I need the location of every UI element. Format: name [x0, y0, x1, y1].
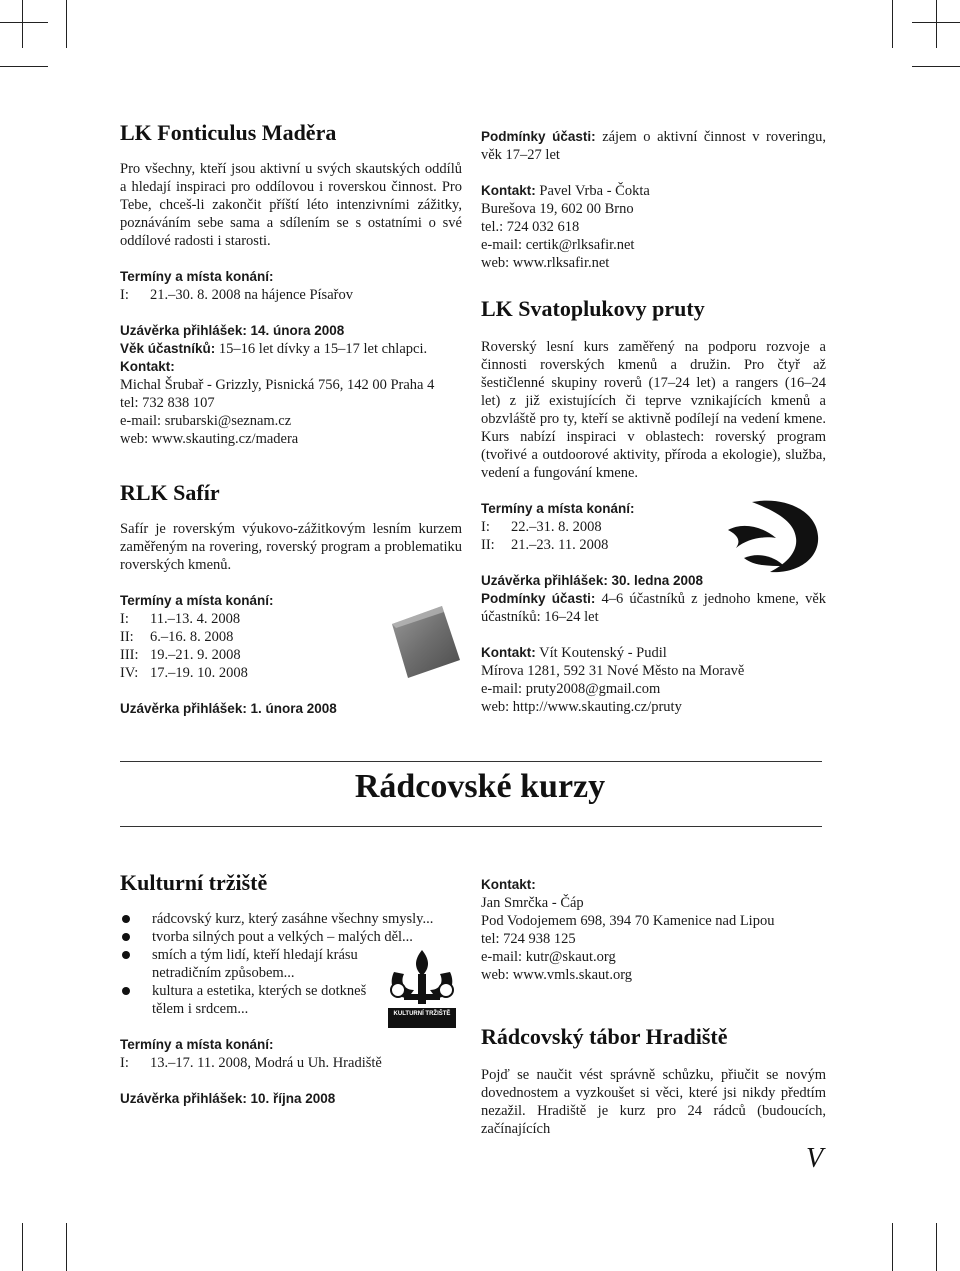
hradiste-intro: Pojď se naučit vést správně schůzku, přiučit se novým dovednostem a vyzkoušet si věci, které jsi nikdy předtím nezažil. Hradiště je kurz pro 24 rádců (budoucích, začínajících	[481, 1067, 826, 1137]
hradiste-title: Rádcovský tábor Hradiště	[481, 1024, 728, 1049]
kulturni-logo-icon	[384, 946, 460, 1032]
deadline-value: 14. února 2008	[250, 323, 345, 338]
fonticulus-intro: Pro všechny, kteří jsou aktivní u svých skautských oddílů a hledají inspiraci pro oddílovou i roverskou činnost. Pro Tebe, chceš-li zakončit příští léto intenzivními zážitky, poznáváním sebe sama a sdílením se s ostatními o své oddílové radosti i starosti.	[120, 161, 462, 249]
term-number: II:	[120, 629, 134, 645]
crop-mark	[22, 1223, 23, 1271]
crop-mark	[936, 1223, 937, 1271]
term-number: I:	[120, 287, 129, 303]
term-number: I:	[481, 519, 490, 535]
crop-mark	[912, 66, 960, 67]
kulturni-term	[120, 1054, 462, 1072]
term-text: 21.–30. 8. 2008 na hájence Písařov	[150, 287, 353, 303]
contact-line: Mírova 1281, 592 31 Nové Město na Moravě	[481, 663, 745, 679]
deadline-value: 30. ledna 2008	[611, 573, 704, 588]
crop-mark	[66, 1223, 67, 1271]
safir-logo-image	[386, 602, 466, 682]
term-text: 13.–17. 11. 2008, Modrá u Uh. Hradiště	[150, 1055, 382, 1071]
crop-mark	[936, 0, 937, 48]
deadline-label: Uzávěrka přihlášek:	[120, 1091, 247, 1106]
contact-label: Kontakt:	[481, 645, 536, 660]
fonticulus-contact-label: Kontakt:	[120, 359, 175, 374]
svatopluk-conditions	[481, 590, 826, 626]
term-text: 21.–23. 11. 2008	[511, 537, 609, 553]
age-value: 15–16 let dívky a 15–17 let chlapci.	[218, 341, 428, 357]
contact-name: Vít Koutenský - Pudil	[539, 645, 667, 661]
term-text: 17.–19. 10. 2008	[150, 665, 248, 681]
kulturni-logo-image	[384, 946, 460, 1032]
kulturni-contact-label: Kontakt:	[481, 877, 536, 892]
svatopluk-terms-label: Termíny a místa konání:	[481, 501, 635, 516]
list-item: smích a tým lidí, kteří hledají krásu netradičním způsobem...	[120, 946, 387, 982]
fonticulus-terms-label: Termíny a místa konání:	[120, 269, 274, 284]
right-column-top	[481, 128, 826, 716]
safir-deadline	[120, 700, 462, 718]
kulturni-deadline	[120, 1090, 462, 1108]
contact-email[interactable]: e-mail: pruty2008@gmail.com	[481, 681, 661, 697]
term-text: 11.–13. 4. 2008	[150, 611, 241, 627]
contact-web[interactable]: web: www.skauting.cz/madera	[120, 431, 299, 447]
deadline-label: Uzávěrka přihlášek:	[120, 701, 247, 716]
fonticulus-title: LK Fonticulus Maděra	[120, 120, 337, 145]
contact-email[interactable]: e-mail: kutr@skaut.org	[481, 949, 616, 965]
deadline-label: Uzávěrka přihlášek:	[120, 323, 247, 338]
page-number: V	[806, 1143, 824, 1174]
conditions-text: zájem o aktivní činnost v roveringu, věk 17–27 let	[481, 129, 827, 163]
safir-intro: Safír je roverským výukovo-zážitkovým lesním kurzem zaměřeným na rovering, roverský program a problematiku roverských kmenů.	[120, 521, 462, 573]
contact-web[interactable]: web: www.vmls.skaut.org	[481, 967, 633, 983]
conditions-text: 4–6 účastníků z jednoho kmene, věk účastníků: 16–24 let	[481, 591, 827, 625]
safir-terms-label: Termíny a místa konání:	[120, 593, 274, 608]
svatopluk-title: LK Svatoplukovy pruty	[481, 296, 705, 321]
deadline-value: 10. října 2008	[250, 1091, 336, 1106]
contact-line: tel.: 724 032 618	[481, 219, 580, 235]
contact-name: Jan Smrčka - Čáp	[481, 895, 584, 911]
contact-label: Kontakt:	[481, 183, 536, 198]
fonticulus-term	[120, 286, 462, 304]
contact-web[interactable]: web: http://www.skauting.cz/pruty	[481, 699, 682, 715]
list-item: rádcovský kurz, který zasáhne všechny smysly...	[120, 910, 462, 928]
list-item: tvorba silných pout a velkých – malých děl...	[120, 928, 462, 946]
term-text: 6.–16. 8. 2008	[150, 629, 234, 645]
contact-line: tel: 732 838 107	[120, 395, 215, 411]
section-divider	[120, 761, 822, 762]
svatopluk-logo-icon	[722, 496, 822, 576]
safir-contact	[481, 182, 826, 200]
age-label: Věk účastníků:	[120, 341, 216, 356]
right-column-bottom	[481, 876, 826, 1138]
term-number: I:	[120, 1055, 129, 1071]
crop-mark	[0, 66, 48, 67]
term-text: 19.–21. 9. 2008	[150, 647, 241, 663]
safir-title: RLK Safír	[120, 480, 220, 505]
contact-email[interactable]: e-mail: srubarski@seznam.cz	[120, 413, 292, 429]
contact-line: Burešova 19, 602 00 Brno	[481, 201, 634, 217]
section-divider	[120, 826, 822, 827]
svatopluk-contact	[481, 644, 826, 662]
crop-mark	[0, 22, 48, 23]
svatopluk-logo-image	[722, 496, 822, 576]
deadline-label: Uzávěrka přihlášek:	[481, 573, 608, 588]
crop-mark	[892, 0, 893, 48]
kulturni-logo-text: KULTURNÍ TRŽIŠTĚ	[393, 1011, 451, 1017]
crop-mark	[22, 0, 23, 48]
deadline-value: 1. února 2008	[250, 701, 337, 716]
svatopluk-intro: Roverský lesní kurs zaměřený na podporu rozvoje a činnosti roverských kmenů a družin. Pro čtyř až šestičlenné skupiny roverů (17–24 let) a rangers (16–24 let) z již existujících či teprve vznikajících kmenů a obzvláště pro ty, kteří se aktivně podílejí na vedení kmene. Kurs nabízí inspiraci v oblastech: roverský program (tvořivé a outdoorové aktivity, příroda a ekologie), služba, vedení a fungování kmene.	[481, 339, 826, 481]
contact-line: Michal Šrubař - Grizzly, Pisnická 756, 142 00 Praha 4	[120, 377, 435, 393]
conditions-label: Podmínky účasti:	[481, 129, 596, 144]
safir-logo-icon	[386, 602, 466, 682]
kulturni-terms-label: Termíny a místa konání:	[120, 1037, 274, 1052]
term-number: II:	[481, 537, 495, 553]
fonticulus-deadline	[120, 322, 462, 340]
contact-name: Pavel Vrba - Čokta	[539, 183, 650, 199]
term-text: 22.–31. 8. 2008	[511, 519, 602, 535]
contact-line: tel: 724 938 125	[481, 931, 576, 947]
crop-mark	[66, 0, 67, 48]
conditions-label: Podmínky účasti:	[481, 591, 596, 606]
term-number: I:	[120, 611, 129, 627]
safir-conditions	[481, 128, 826, 164]
term-number: IV:	[120, 665, 139, 681]
contact-email[interactable]: e-mail: certik@rlksafir.net	[481, 237, 635, 253]
term-number: III:	[120, 647, 139, 663]
contact-line: Pod Vodojemem 698, 394 70 Kamenice nad Lipou	[481, 913, 775, 929]
crop-mark	[912, 22, 960, 23]
kulturni-title: Kulturní tržiště	[120, 870, 268, 895]
fonticulus-age	[120, 340, 462, 358]
list-item: kultura a estetika, kterých se dotkneš tělem i srdcem...	[120, 982, 387, 1018]
contact-web[interactable]: web: www.rlksafir.net	[481, 255, 610, 271]
section-title: Rádcovské kurzy	[354, 768, 606, 805]
crop-mark	[892, 1223, 893, 1271]
